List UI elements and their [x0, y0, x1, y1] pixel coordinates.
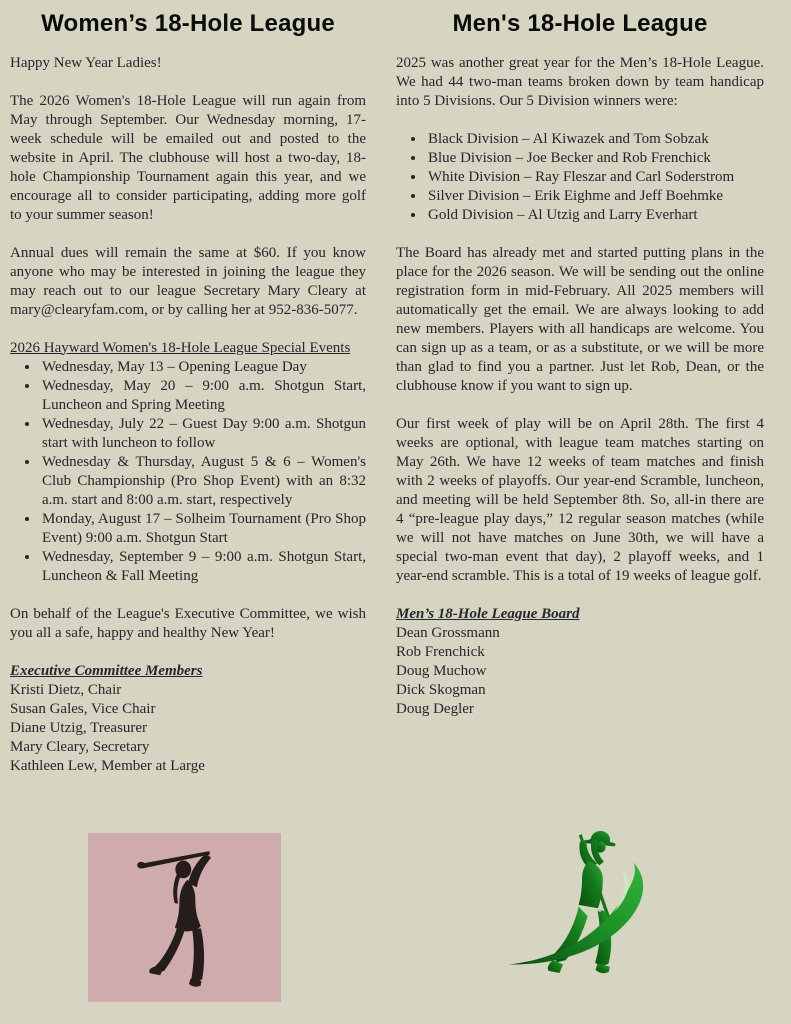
committee-heading: Executive Committee Members [10, 662, 203, 679]
event-item: • Monday, August 17 – Solheim Tournament (Pro Shop Event) 9:00 a.m. Shotgun Start [40, 510, 366, 548]
event-item: • Wednesday, September 9 – 9:00 a.m. Shotgun Start, Luncheon & Fall Meeting [40, 548, 366, 586]
man-golfer-swoosh-icon [506, 824, 656, 1002]
man-golfer-image [502, 824, 660, 1008]
committee-member: Susan Gales, Vice Chair [10, 700, 156, 717]
mens-intro-paragraph: 2025 was another great year for the Men’s 18-Hole League. We had 44 two-man teams broken down by team handicap into 5 Divisions. Our 5 Division winners were: [396, 54, 764, 109]
mens-registration-paragraph: The Board has already met and started putting plans in the place for the 2026 season. We will be sending out the online registration form in mid-February. All 2025 members will automatically get the email. We are always looking to add new members. Players with all handicaps are welcome. You can sign up as a team, or as a substitute, or we will be more than glad to find you a partner. Just let Rob, Dean, or the clubhouse know if you want to sign up. [396, 244, 764, 394]
board-heading: Men’s 18-Hole League Board [396, 605, 580, 622]
board-member: Dean Grossmann [396, 624, 500, 641]
board-member: Doug Muchow [396, 662, 487, 679]
committee-member: Kathleen Lew, Member at Large [10, 757, 205, 774]
committee-member: Mary Cleary, Secretary [10, 738, 150, 755]
committee-member: Diane Utzig, Treasurer [10, 719, 148, 736]
womens-greeting: Happy New Year Ladies! [10, 54, 162, 71]
womens-events-list [10, 358, 366, 586]
mens-league-title: Men's 18-Hole League [452, 10, 708, 37]
event-item: • Wednesday, May 20 – 9:00 a.m. Shotgun Start, Luncheon and Spring Meeting [40, 377, 366, 415]
womens-intro-paragraph: The 2026 Women's 18-Hole League will run again from May through September. Our Wednesday morning, 17-week schedule will be emailed out and posted to the website in April. The clubhouse will host a two-day, 18-hole Championship Tournament again this year, and we encourage all to consider participating, adding more golf to your summer season! [10, 92, 366, 223]
event-item: • Wednesday & Thursday, August 5 & 6 – Women's Club Championship (Pro Shop Event) with an 8:32 a.m. start and 8:00 a.m. start, respectively [40, 453, 366, 510]
event-item: • Wednesday, July 22 – Guest Day 9:00 a.m. Shotgun start with luncheon to follow [40, 415, 366, 453]
woman-golfer-image [88, 833, 281, 1002]
womens-dues-paragraph: Annual dues will remain the same at $60. If you know anyone who may be interested in joining the league they may reach out to our league Secretary Mary Cleary at mary@clearyfam.com, or by calling her at 952-836-5077. [10, 244, 366, 318]
mens-league-section [396, 10, 764, 719]
winner-item: • Black Division – Al Kiwazek and Tom Sobzak [426, 130, 764, 149]
board-member: Dick Skogman [396, 681, 486, 698]
division-winners-list [396, 130, 764, 225]
winner-item: • Blue Division – Joe Becker and Rob Frenchick [426, 149, 764, 168]
mens-schedule-paragraph: Our first week of play will be on April 28th. The first 4 weeks are optional, with league team matches starting on May 26th. We have 12 weeks of team matches and finish with 2 weeks of playoffs. Our year-end Scramble, luncheon, and meeting will be held September 8th. So, all-in there are 4 “pre-league play days,” 12 regular season matches (while we will not have matches on June 30th, we will have a special two-man event that day), 2 playoff weeks, and 1 year-end scramble. This is a total of 19 weeks of league golf. [396, 415, 764, 584]
board-member: Doug Degler [396, 700, 474, 717]
committee-member: Kristi Dietz, Chair [10, 681, 122, 698]
winner-item: • Silver Division – Erik Eighme and Jeff Boehmke [426, 187, 764, 206]
womens-league-section [10, 10, 366, 776]
womens-closing-paragraph: On behalf of the League's Executive Committee, we wish you all a safe, happy and healthy New Year! [10, 605, 366, 641]
woman-golfer-silhouette-icon [127, 843, 242, 993]
event-item: • Wednesday, May 13 – Opening League Day [40, 358, 366, 377]
womens-events-heading: 2026 Hayward Women's 18-Hole League Special Events [10, 339, 351, 356]
womens-league-title: Women’s 18-Hole League [41, 10, 335, 37]
winner-item: • White Division – Ray Fleszar and Carl Soderstrom [426, 168, 764, 187]
winner-item: • Gold Division – Al Utzig and Larry Everhart [426, 206, 764, 225]
board-member: Rob Frenchick [396, 643, 485, 660]
